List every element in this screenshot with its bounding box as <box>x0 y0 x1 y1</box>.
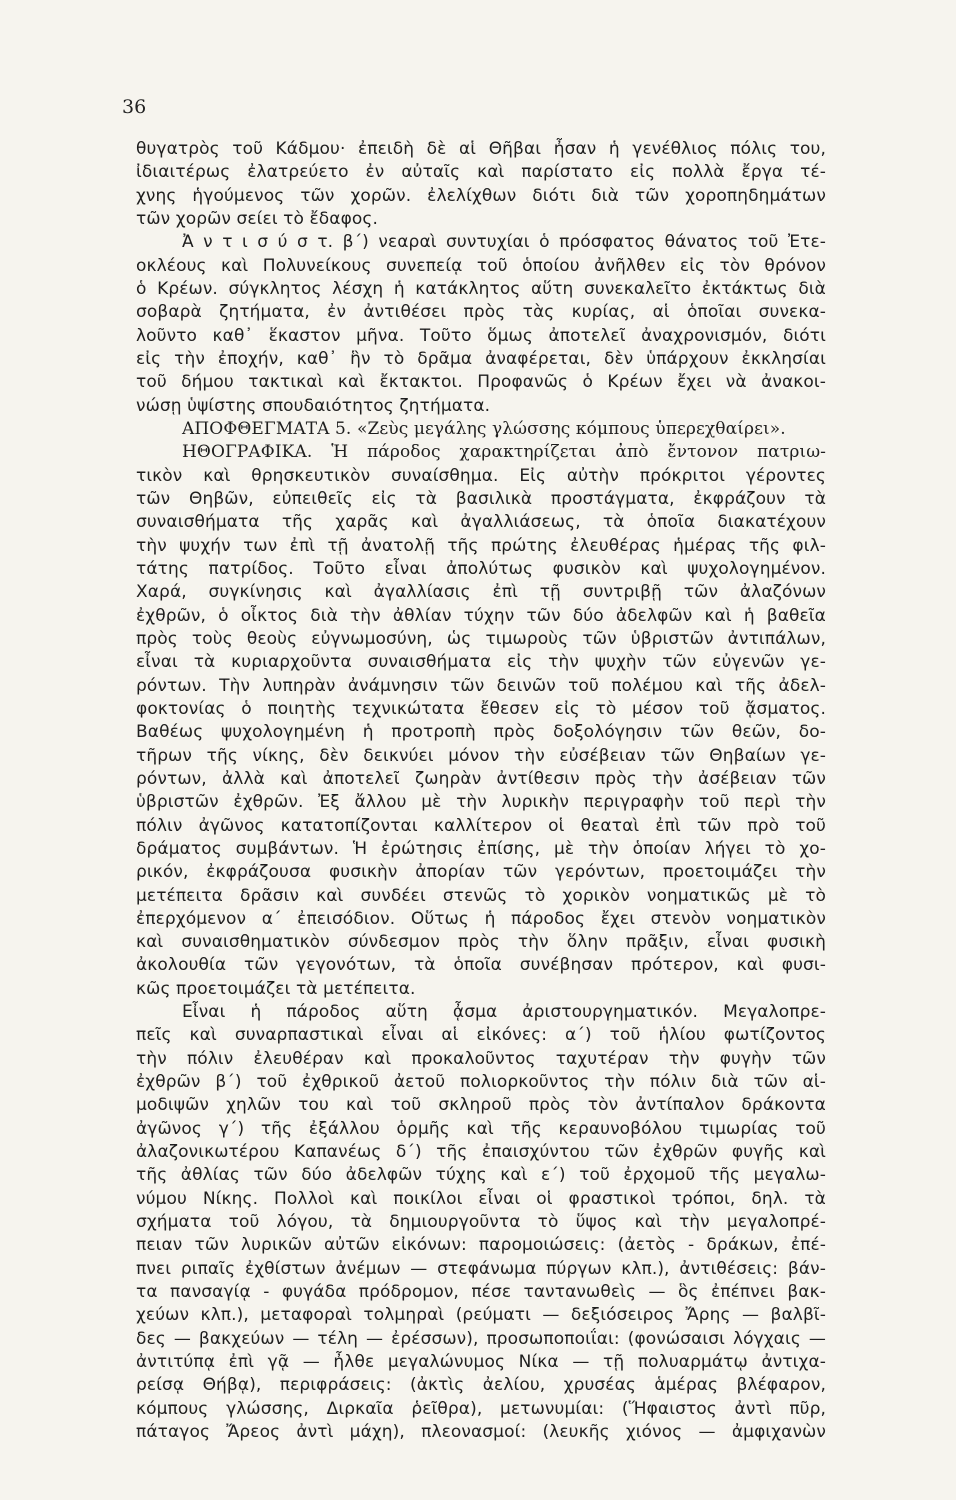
text-line: Χαρά, συγκίνησις καὶ ἀγαλλίασις ἐπὶ τῇ συντριβῇ τῶν ἀλαζόνων <box>136 582 826 603</box>
text-line: πνει ριπαῖς ἐχθίστων ἀνέμων — στεφάνωμα πύργων κλπ.), ἀντιθέσεις: βάν- <box>136 1258 826 1279</box>
text-line: Βαθέως ψυχολογημένη ἡ προτροπὴ πρὸς δοξολόγησιν τῶν θεῶν, δο- <box>136 722 826 743</box>
text-line: λοῦντο καθ᾽ ἕκαστον μῆνα. Τοῦτο ὅμως ἀποτελεῖ ἀναχρονισμόν, διότι <box>136 325 826 346</box>
text-line: εἰς τὴν ἐποχήν, καθ᾽ ἣν τὸ δρᾶμα ἀναφέρεται, δὲν ὑπάρχουν ἐκκλησίαι <box>136 348 826 369</box>
text-line: τοῦ δήμου τακτικαὶ καὶ ἔκτακτοι. Προφανῶς ὁ Κρέων ἔχει νὰ ἀνακοι- <box>136 372 826 393</box>
text-line: χεύων κλπ.), μεταφοραὶ τολμηραὶ (ρεύματι — δεξιόσειρος Ἄρης — βαλβῖ- <box>136 1305 826 1326</box>
text-line: φοκτονίας ὁ ποιητὴς τεχνικώτατα ἔθεσεν εἰς τὸ μέσον τοῦ ᾄσματος. <box>136 698 826 719</box>
text-line: τῶν χορῶν σείει τὸ ἔδαφος. <box>136 208 379 229</box>
text-line: ρείσᾳ Θήβᾳ), περιφράσεις: (ἀκτὶς ἀελίου, χρυσέας ἁμέρας βλέφαρον, <box>136 1375 826 1396</box>
text-line: τικὸν καὶ θρησκευτικὸν συναίσθημα. Εἰς αὐτὴν πρόκριτοι γέροντες <box>136 465 826 486</box>
text-line: ὑβριστῶν ἐχθρῶν. Ἐξ ἄλλου μὲ τὴν λυρικὴν περιγραφὴν τοῦ περὶ τὴν <box>136 792 826 813</box>
text-line: ἐχθρῶν, ὁ οἶκτος διὰ τὴν ἀθλίαν τύχην τῶν δύο ἀδελφῶν καὶ ἡ βαθεῖα <box>136 605 826 626</box>
text-line: χνης ἡγούμενος τῶν χορῶν. ἐλελίχθων διότι διὰ τῶν χοροπηδημάτων <box>136 185 826 206</box>
text-line: Ἀ ν τ ι σ ύ σ τ. β´) νεαραὶ συντυχίαι ὁ πρόσφατος θάνατος τοῦ Ἐτε- <box>182 232 826 253</box>
text-line: καὶ συναισθηματικὸν σύνδεσμον πρὸς τὴν ὅλην πρᾶξιν, εἶναι φυσικὴ <box>136 932 826 953</box>
text-line: ἀκολουθία τῶν γεγονότων, τὰ ὁποῖα συνέβησαν πρότερον, καὶ φυσι- <box>136 955 826 976</box>
text-line: τὴν ψυχήν των ἐπὶ τῇ ἀνατολῇ τῆς πρώτης ἐλευθέρας ἡμέρας τῆς φιλ- <box>136 535 826 556</box>
text-line: τῆς ἀθλίας τῶν δύο ἀδελφῶν τύχης καὶ ε´) τοῦ ἐρχομοῦ τῆς μεγαλω- <box>136 1165 826 1186</box>
page-body-text <box>136 138 826 1444</box>
text-line: οκλέους καὶ Πολυνείκους συνεπείᾳ τοῦ ὁποίου ἀνῆλθεν εἰς τὸν θρόνον <box>136 255 826 276</box>
text-line: ΗΘΟΓΡΑΦΙΚΑ. Ἡ πάροδος χαρακτηρίζεται ἀπὸ ἔντονον πατριω- <box>182 442 826 463</box>
text-line: πρὸς τοὺς θεοὺς εὐγνωμοσύνη, ὡς τιμωροὺς τῶν ὑβριστῶν ἀντιπάλων, <box>136 628 826 649</box>
text-line: νύμου Νίκης. Πολλοὶ καὶ ποικίλοι εἶναι οἱ φραστικοὶ τρόποι, δηλ. τὰ <box>136 1188 826 1209</box>
page-number: 36 <box>122 96 147 118</box>
text-line: πόλιν ἀγῶνος κατατοπίζονται καλλίτερον οἱ θεαταὶ ἐπὶ τῶν πρὸ τοῦ <box>136 815 826 836</box>
text-line: νώσῃ ὑψίστης σπουδαιότητος ζητήματα. <box>136 395 491 416</box>
text-line: εἶναι τὰ κυριαρχοῦντα συναισθήματα εἰς τὴν ψυχὴν τῶν εὐγενῶν γε- <box>136 652 826 673</box>
text-line: ρόντων, ἀλλὰ καὶ ἀποτελεῖ ζωηρὰν ἀντίθεσιν πρὸς τὴν ἀσέβειαν τῶν <box>136 768 826 789</box>
text-line: ἰδιαιτέρως ἐλατρεύετο ἐν αὐταῖς καὶ παρίστατο εἰς πολλὰ ἔργα τέ- <box>136 162 826 183</box>
text-line: τῶν Θηβῶν, εὐπειθεῖς εἰς τὰ βασιλικὰ προστάγματα, ἐκφράζουν τὰ <box>136 488 826 509</box>
text-line: ρόντων. Τὴν λυπηρὰν ἀνάμνησιν τῶν δεινῶν τοῦ πολέμου καὶ τῆς ἀδελ- <box>136 675 826 696</box>
text-line: τῆρων τῆς νίκης, δὲν δεικνύει μόνον τὴν εὐσέβειαν τῶν Θηβαίων γε- <box>136 745 826 766</box>
text-line: τα πανσαγίᾳ - φυγάδα πρόδρομον, πέσε ταντανωθεὶς — ὃς ἐπέπνει βακ- <box>136 1282 826 1303</box>
text-line: ἐχθρῶν β´) τοῦ ἐχθρικοῦ ἀετοῦ πολιορκοῦντος τὴν πόλιν διὰ τῶν αἱ- <box>136 1072 826 1093</box>
text-line: κῶς προετοιμάζει τὰ μετέπειτα. <box>136 978 416 999</box>
text-line: σοβαρὰ ζητήματα, ἐν ἀντιθέσει πρὸς τὰς κυρίας, αἱ ὁποῖαι συνεκα- <box>136 302 826 323</box>
text-line: θυγατρὸς τοῦ Κάδμου· ἐπειδὴ δὲ αἱ Θῆβαι ἦσαν ἡ γενέθλιος πόλις του, <box>136 139 826 159</box>
text-line: συναισθήματα τῆς χαρᾶς καὶ ἀγαλλιάσεως, τὰ ὁποῖα διακατέχουν <box>136 512 826 533</box>
text-line: ἀγῶνος γ´) τῆς ἐξάλλου ὁρμῆς καὶ τῆς κεραυνοβόλου τιμωρίας τοῦ <box>136 1118 826 1139</box>
text-line: μετέπειτα δρᾶσιν καὶ συνδέει στενῶς τὸ χορικὸν νοηματικῶς μὲ τὸ <box>136 885 826 906</box>
text-line: δες — βακχεύων — τέλη — ἐρέσσων), προσωποποιΐαι: (φονώσαισι λόγχαις — <box>136 1328 826 1349</box>
text-line: κόμπους γλώσσης, Διρκαῖα ῥεῖθρα), μετωνυμίαι: (Ἥφαιστος ἀντὶ πῦρ, <box>136 1398 826 1419</box>
text-line: τὴν πόλιν ἐλευθέραν καὶ προκαλοῦντος ταχυτέραν τὴν φυγὴν τῶν <box>136 1048 826 1069</box>
text-line: ἀλαζονικωτέρου Καπανέως δ´) τῆς ἐπαισχύντου τῶν ἐχθρῶν φυγῆς καὶ <box>136 1142 826 1163</box>
text-line: πεῖς καὶ συναρπαστικαὶ εἶναι αἱ εἰκόνες: α´) τοῦ ἡλίου φωτίζοντος <box>136 1025 826 1046</box>
text-line: ρικόν, ἐκφράζουσα φυσικὴν ἀπορίαν τῶν γερόντων, προετοιμάζει τὴν <box>136 862 826 883</box>
text-line: πειαν τῶν λυρικῶν αὐτῶν εἰκόνων: παρομοιώσεις: (ἀετὸς - δράκων, ἐπέ- <box>136 1235 826 1256</box>
text-line: πάταγος Ἄρεος ἀντὶ μάχη), πλεονασμοί: (λευκῆς χιόνος — ἀμφιχανὼν <box>136 1422 826 1443</box>
text-line: ΑΠΟΦΘΕΓΜΑΤΑ 5. «Ζεὺς μεγάλης γλώσσης κόμπους ὑπερεχθαίρει». <box>182 418 786 439</box>
text-line: μοδιψῶν χηλῶν του καὶ τοῦ σκληροῦ πρὸς τὸν ἀντίπαλον δράκοντα <box>136 1095 826 1116</box>
text-line: δράματος συμβάντων. Ἡ ἐρώτησις ἐπίσης, μὲ τὴν ὁποίαν λήγει τὸ χο- <box>136 838 826 859</box>
text-line: σχήματα τοῦ λόγου, τὰ δημιουργοῦντα τὸ ὕψος καὶ τὴν μεγαλοπρέ- <box>136 1212 826 1233</box>
text-line: ἀντιτύπᾳ ἐπὶ γᾷ — ἦλθε μεγαλώνυμος Νίκα — τῇ πολυαρμάτῳ ἀντιχα- <box>136 1352 826 1373</box>
text-line: τάτης πατρίδος. Τοῦτο εἶναι ἀπολύτως φυσικὸν καὶ ψυχολογημένον. <box>136 558 826 579</box>
text-line: ὁ Κρέων. σύγκλητος λέσχη ἡ κατάκλητος αὕτη συνεκαλεῖτο ἐκτάκτως διὰ <box>136 278 826 299</box>
text-line: ἐπερχόμενον α´ ἐπεισόδιον. Οὕτως ἡ πάροδος ἔχει στενὸν νοηματικὸν <box>136 908 826 929</box>
text-line: Εἶναι ἡ πάροδος αὕτη ᾆσμα ἀριστουργηματικόν. Μεγαλοπρε- <box>182 1002 826 1023</box>
